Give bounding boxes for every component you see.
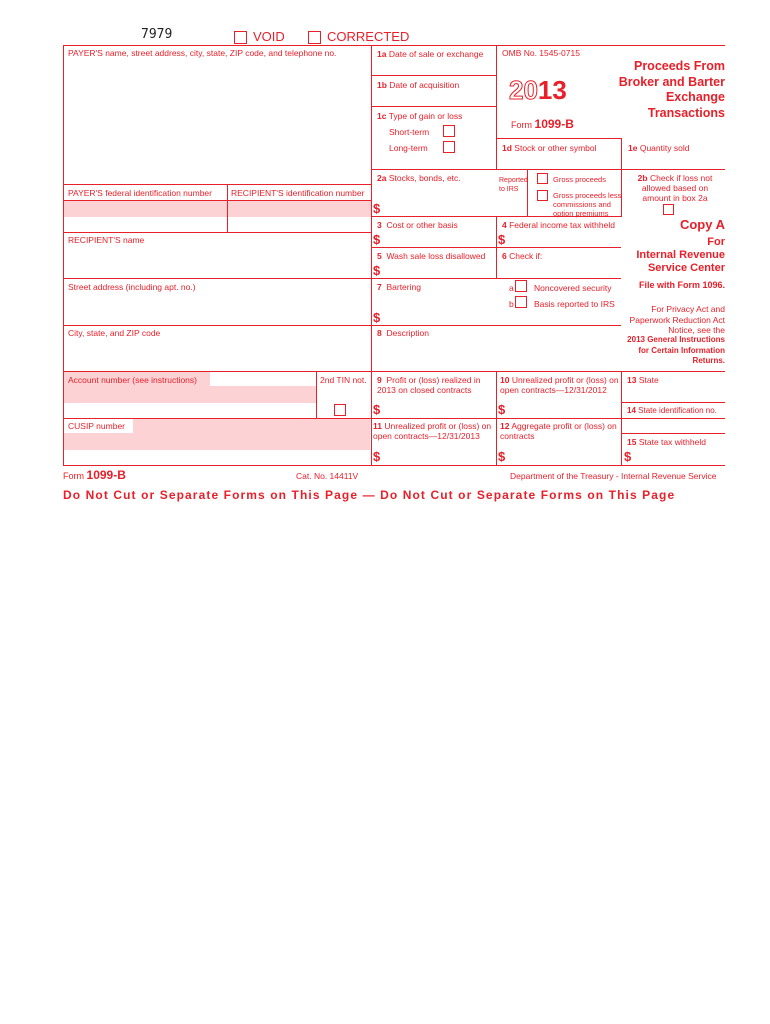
noncovered-security-checkbox[interactable] [515,280,527,292]
box-3-dollar: $ [373,232,381,247]
box-1b-label: 1b Date of acquisition [377,80,460,90]
box-15-label: 15 State tax withheld [627,437,706,447]
gross-proceeds-less-checkbox[interactable] [537,190,548,201]
department-label: Department of the Treasury - Internal Revenue Service [510,471,717,481]
box-10-dollar: $ [498,402,506,417]
short-term-checkbox[interactable] [443,125,455,137]
form-code: 7979 [141,27,173,42]
corrected-label: CORRECTED [327,29,410,44]
payer-fed-id-label: PAYER'S federal identification number [68,188,212,198]
box-14-label: 14 State identification no. [627,406,717,415]
recipient-id-field[interactable] [228,201,371,217]
account-number-label: Account number (see instructions) [68,375,197,385]
omb-number: OMB No. 1545-0715 [502,48,580,58]
box-2a-label: 2a Stocks, bonds, etc. [377,173,461,183]
void-checkbox[interactable] [234,31,247,44]
box-13-label: 13 State [627,375,659,385]
general-instructions-note: 2013 General Instructions for Certain Information Returns. [627,335,725,365]
gross-proceeds-label: Gross proceeds [553,175,606,184]
privacy-notice: For Privacy Act and Paperwork Reduction Act Notice, see the [629,304,725,335]
corrected-checkbox[interactable] [308,31,321,44]
box-11-dollar: $ [373,449,381,464]
box-6a-letter: a [509,283,514,293]
payer-fed-id-field[interactable] [63,201,227,217]
reported-to-irs-label: Reported to IRS [499,177,528,193]
box-6b-letter: b [509,299,514,309]
box-10-label: 10 Unrealized profit or (loss) on open contracts—12/31/2012 [500,375,619,395]
noncovered-security-label: Noncovered security [534,283,612,293]
footer-form-name: Form 1099-B [63,468,126,482]
long-term-checkbox[interactable] [443,141,455,153]
box-2b-checkbox[interactable] [663,204,674,215]
irs-center-label: Internal Revenue Service Center [636,249,725,274]
box-5-dollar: $ [373,263,381,278]
form-title: Proceeds From Broker and Barter Exchange Transactions [618,59,725,120]
box-11-label: 11 Unrealized profit or (loss) on open contracts—12/31/2013 [373,421,492,441]
do-not-cut-notice: Do Not Cut or Separate Forms on This Page — Do Not Cut or Separate Forms on This Page [63,488,676,502]
box-4-dollar: $ [498,232,506,247]
gross-proceeds-checkbox[interactable] [537,173,548,184]
for-label: For [707,236,725,248]
gross-proceeds-less-label: Gross proceeds less commissions and option premiums [553,191,622,218]
box-12-label: 12 Aggregate profit or (loss) on contracts [500,421,617,441]
recipient-id-label: RECIPIENT'S identification number [231,188,365,198]
void-label: VOID [253,29,285,44]
payer-name-label: PAYER'S name, street address, city, state, ZIP code, and telephone no. [68,48,337,58]
box-2a-dollar: $ [373,201,381,216]
box-8-label: 8 Description [377,328,429,338]
box-6-label: 6 Check if: [502,251,543,261]
box-12-dollar: $ [498,449,506,464]
short-term-label: Short-term [389,127,430,137]
file-with-label: File with Form 1096. [638,280,725,290]
box-15-dollar: $ [624,449,632,464]
box-9-label: 9 Profit or (loss) realized in 2013 on closed contracts [377,375,481,395]
box-9-dollar: $ [373,402,381,417]
city-state-zip-label: City, state, and ZIP code [68,328,161,338]
box-1a-label: 1a Date of sale or exchange [377,49,484,59]
cusip-number-label: CUSIP number [68,421,126,431]
basis-reported-checkbox[interactable] [515,296,527,308]
second-tin-checkbox[interactable] [334,404,346,416]
second-tin-label: 2nd TIN not. [320,375,367,385]
copy-a-label: Copy A [679,217,725,232]
box-1e-label: 1e Quantity sold [628,143,690,153]
form-name-header: Form 1099-B [511,117,574,131]
box-7-dollar: $ [373,310,381,325]
catalog-number: Cat. No. 14411V [296,471,359,481]
box-7-label: 7 Bartering [377,282,421,292]
street-address-label: Street address (including apt. no.) [68,282,196,292]
box-5-label: 5 Wash sale loss disallowed [377,251,486,261]
tax-year: 2013 [509,75,567,105]
box-4-label: 4 Federal income tax withheld [502,220,615,230]
box-1d-label: 1d Stock or other symbol [502,143,597,153]
basis-reported-label: Basis reported to IRS [534,299,615,309]
long-term-label: Long-term [389,143,428,153]
recipient-name-label: RECIPIENT'S name [68,235,145,245]
box-1c-label: 1c Type of gain or loss [377,111,463,121]
box-2b-label: 2b Check if loss not allowed based on amount in box 2a [637,173,713,203]
box-3-label: 3 Cost or other basis [377,220,458,230]
